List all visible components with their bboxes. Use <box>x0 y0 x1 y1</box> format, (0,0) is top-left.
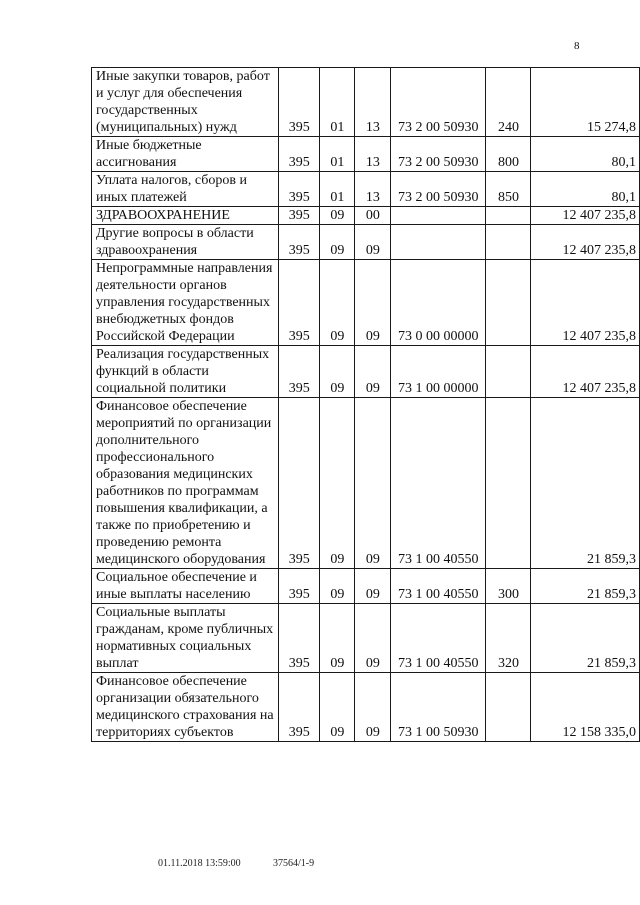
cell-subsection: 09 <box>355 260 390 346</box>
cell-name: Социальные выплаты гражданам, кроме публичных нормативных социальных выплат <box>92 604 279 673</box>
cell-amount: 80,1 <box>531 172 640 207</box>
cell-name: Другие вопросы в области здравоохранения <box>92 225 279 260</box>
cell-target-article: 73 2 00 50930 <box>390 68 485 137</box>
cell-name: Финансовое обеспечение мероприятий по организации дополнительного профессионального образования медицинских работников по программам повышения квалификации, а также по приобретению и проведению ремонта медицинского оборудования <box>92 398 279 569</box>
cell-target-article: 73 2 00 50930 <box>390 137 485 172</box>
cell-name: Иные закупки товаров, работ и услуг для обеспечения государственных (муниципальных) нужд <box>92 68 279 137</box>
cell-subsection: 09 <box>355 398 390 569</box>
cell-ved: 395 <box>278 569 319 604</box>
cell-expense-type: 240 <box>485 68 530 137</box>
cell-subsection: 09 <box>355 569 390 604</box>
cell-amount: 12 407 235,8 <box>531 207 640 225</box>
cell-target-article: 73 1 00 40550 <box>390 398 485 569</box>
cell-section: 09 <box>319 569 354 604</box>
cell-ved: 395 <box>278 673 319 742</box>
cell-ved: 395 <box>278 398 319 569</box>
cell-amount: 15 274,8 <box>531 68 640 137</box>
table-row <box>92 207 640 225</box>
cell-ved: 395 <box>278 207 319 225</box>
cell-amount: 80,1 <box>531 137 640 172</box>
cell-target-article: 73 1 00 40550 <box>390 569 485 604</box>
cell-target-article: 73 1 00 00000 <box>390 346 485 398</box>
cell-name: ЗДРАВООХРАНЕНИЕ <box>92 207 279 225</box>
cell-ved: 395 <box>278 68 319 137</box>
cell-name: Иные бюджетные ассигнования <box>92 137 279 172</box>
table-row <box>92 604 640 673</box>
cell-name: Уплата налогов, сборов и иных платежей <box>92 172 279 207</box>
cell-target-article: 73 1 00 40550 <box>390 604 485 673</box>
cell-expense-type <box>485 225 530 260</box>
cell-section: 09 <box>319 604 354 673</box>
cell-ved: 395 <box>278 172 319 207</box>
cell-ved: 395 <box>278 137 319 172</box>
table-row <box>92 260 640 346</box>
cell-amount: 12 407 235,8 <box>531 225 640 260</box>
cell-ved: 395 <box>278 225 319 260</box>
budget-table <box>91 67 640 742</box>
cell-name: Социальное обеспечение и иные выплаты населению <box>92 569 279 604</box>
cell-amount: 12 407 235,8 <box>531 260 640 346</box>
table-row <box>92 172 640 207</box>
table-row <box>92 346 640 398</box>
cell-name: Реализация государственных функций в области социальной политики <box>92 346 279 398</box>
cell-expense-type <box>485 207 530 225</box>
cell-amount: 12 158 335,0 <box>531 673 640 742</box>
cell-subsection: 13 <box>355 68 390 137</box>
cell-subsection: 00 <box>355 207 390 225</box>
cell-amount: 21 859,3 <box>531 604 640 673</box>
footer-doc-number: 37564/1-9 <box>273 858 315 869</box>
cell-subsection: 09 <box>355 604 390 673</box>
cell-section: 01 <box>319 172 354 207</box>
table-row <box>92 398 640 569</box>
table-row <box>92 68 640 137</box>
cell-expense-type <box>485 673 530 742</box>
page-number: 8 <box>574 40 580 52</box>
cell-amount: 12 407 235,8 <box>531 346 640 398</box>
cell-subsection: 09 <box>355 673 390 742</box>
table-row <box>92 137 640 172</box>
cell-subsection: 09 <box>355 225 390 260</box>
cell-target-article: 73 2 00 50930 <box>390 172 485 207</box>
cell-expense-type: 320 <box>485 604 530 673</box>
cell-target-article <box>390 225 485 260</box>
cell-section: 09 <box>319 346 354 398</box>
cell-section: 09 <box>319 673 354 742</box>
cell-target-article: 73 0 00 00000 <box>390 260 485 346</box>
cell-section: 01 <box>319 68 354 137</box>
table-row <box>92 225 640 260</box>
table-row <box>92 673 640 742</box>
cell-target-article: 73 1 00 50930 <box>390 673 485 742</box>
cell-ved: 395 <box>278 260 319 346</box>
cell-section: 09 <box>319 398 354 569</box>
cell-name: Непрограммные направления деятельности органов управления государственных внебюджетных фондов Российской Федерации <box>92 260 279 346</box>
cell-amount: 21 859,3 <box>531 569 640 604</box>
cell-expense-type: 300 <box>485 569 530 604</box>
cell-subsection: 13 <box>355 137 390 172</box>
cell-amount: 21 859,3 <box>531 398 640 569</box>
cell-section: 09 <box>319 225 354 260</box>
cell-name: Финансовое обеспечение организации обязательного медицинского страхования на территориях субъектов <box>92 673 279 742</box>
cell-expense-type: 800 <box>485 137 530 172</box>
cell-expense-type <box>485 346 530 398</box>
cell-expense-type: 850 <box>485 172 530 207</box>
cell-ved: 395 <box>278 604 319 673</box>
table-row <box>92 569 640 604</box>
cell-ved: 395 <box>278 346 319 398</box>
cell-target-article <box>390 207 485 225</box>
cell-section: 01 <box>319 137 354 172</box>
cell-section: 09 <box>319 260 354 346</box>
cell-section: 09 <box>319 207 354 225</box>
cell-subsection: 09 <box>355 346 390 398</box>
footer-timestamp: 01.11.2018 13:59:00 <box>158 858 241 869</box>
cell-expense-type <box>485 398 530 569</box>
cell-subsection: 13 <box>355 172 390 207</box>
cell-expense-type <box>485 260 530 346</box>
